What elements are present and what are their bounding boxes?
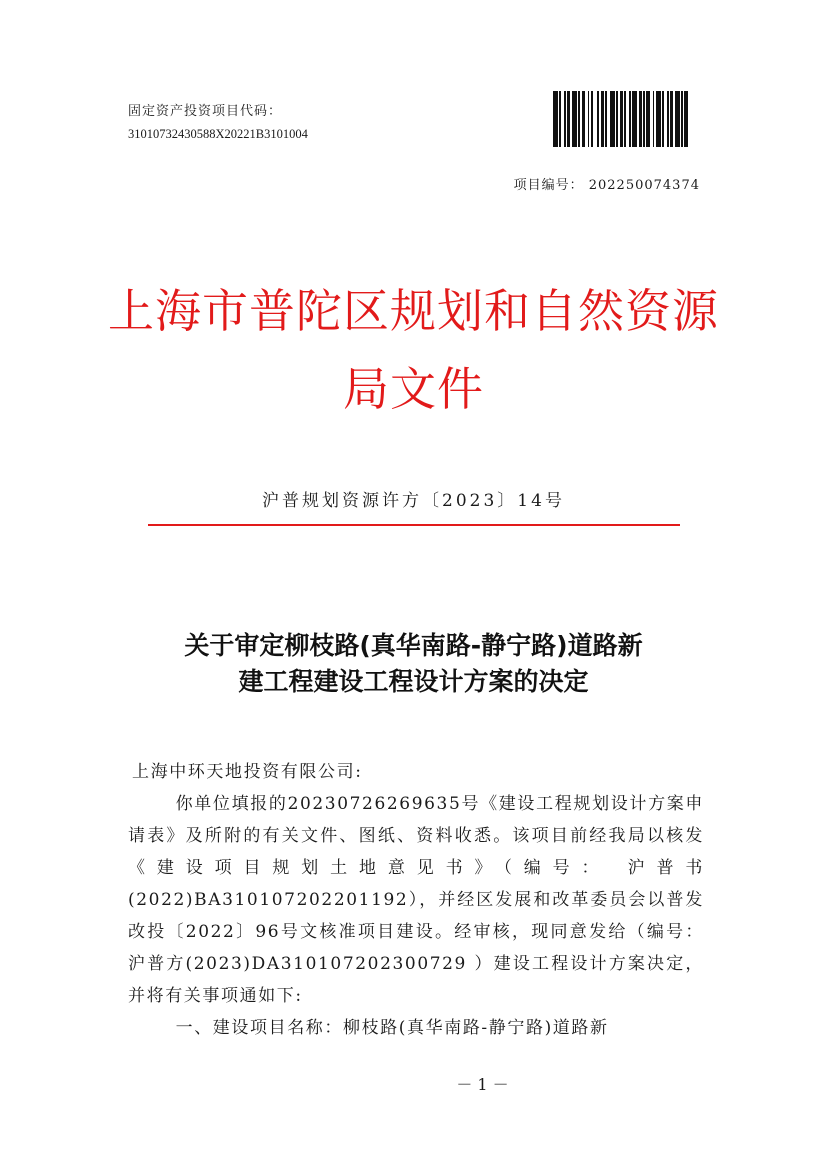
body-item-1: 一、建设项目名称：柳枝路(真华南路-静宁路)道路新: [175, 1018, 609, 1038]
subject-line-1: 关于审定柳枝路(真华南路-静宁路)道路新: [184, 631, 643, 660]
barcode-icon: [553, 91, 690, 147]
project-number-value: 202250074374: [588, 178, 700, 193]
issuing-authority-title: [0, 272, 827, 428]
red-divider: [148, 524, 680, 526]
project-code-value: 31010732430588X20221B3101004: [128, 127, 308, 141]
document-subject: [0, 628, 827, 700]
document-number: 沪普规划资源许方〔2023〕14号: [262, 491, 565, 511]
document-body: [128, 756, 704, 1044]
title-line-2: 局文件: [343, 362, 484, 416]
title-line-1: 上海市普陀区规划和自然资源: [108, 284, 719, 338]
body-paragraph: 你单位填报的20230726269635号《建设工程规划设计方案申请表》及所附的有关文件、图纸、资料收悉。该项目前经我局以核发《建设项目规划土地意见书》（编号： 沪普书(2022)BA310107202201192），并经区发展和改革委员会以普发改投〔2022〕96号文核准项目建设。经审核，现同意发给（编号：沪普方(2023)DA310107202300729 ）建设工程设计方案决定，并将有关事项通如下:: [128, 794, 704, 1006]
project-number-label: 项目编号：: [513, 178, 584, 193]
page-number: － 1 －: [456, 1075, 509, 1094]
project-number: [514, 174, 700, 193]
addressee: 上海中环天地投资有限公司:: [132, 762, 363, 782]
project-code-label: 固定资产投资项目代码：: [128, 104, 283, 119]
subject-line-2: 建工程建设工程设计方案的决定: [238, 667, 589, 696]
